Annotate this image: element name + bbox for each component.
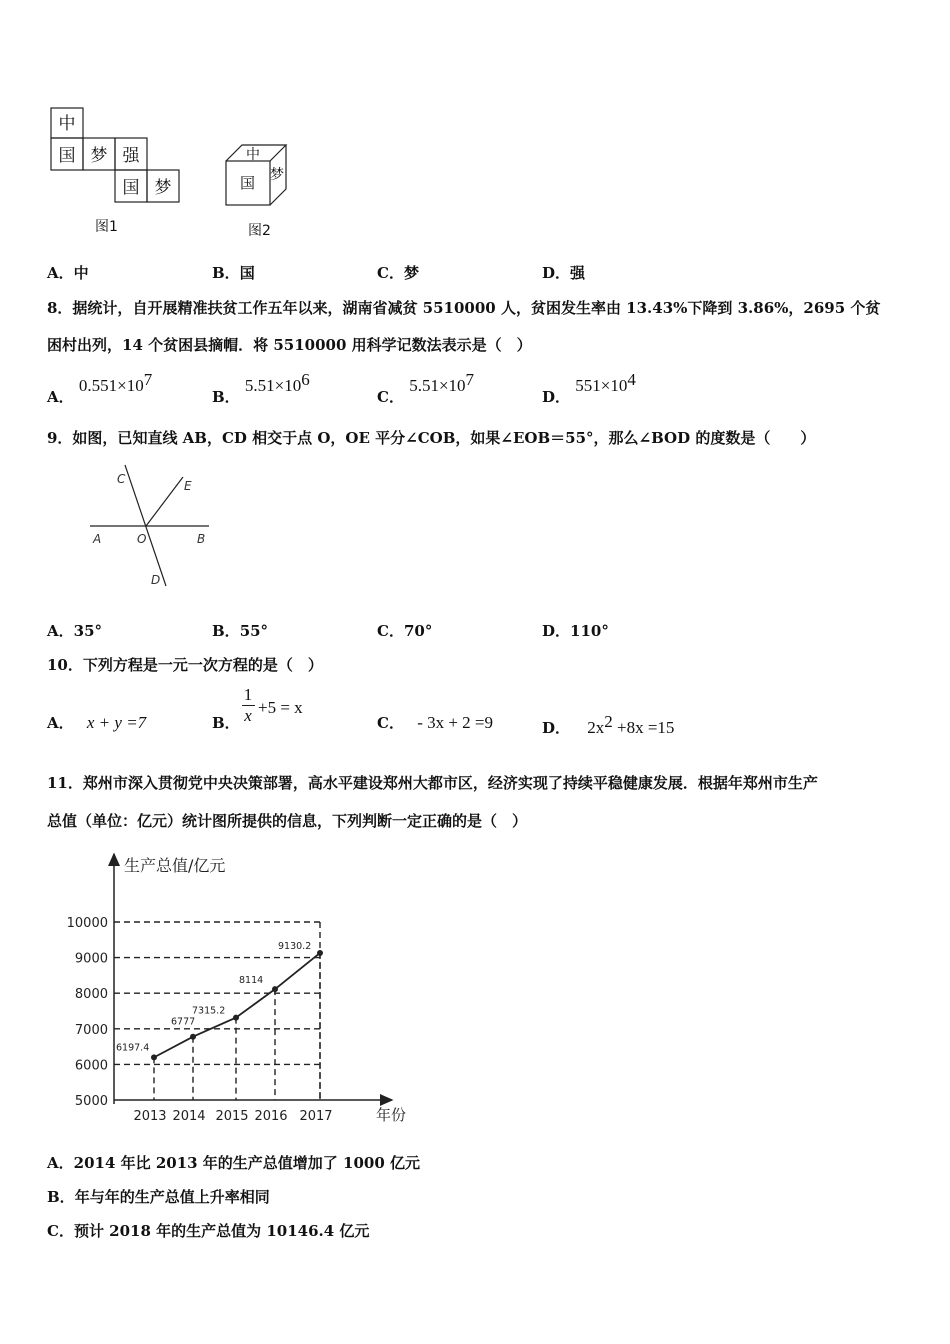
q9-label-c: C [117,472,126,486]
x-tick-2017: 2017 [299,1109,333,1124]
q8-option-d[interactable]: D． $551\times 10^4$ [542,370,636,406]
q9-label-o: O [137,532,147,546]
data-label-2014: 6777 [171,1016,196,1028]
x-tick-2016: 2016 [254,1109,288,1124]
x-axis-label: 年份 [376,1106,407,1124]
q8-stem-line2: 困村出列，14 个贫困县摘帽．将 5510000 用科学记数法表示是（ ） [47,336,532,354]
y-tick-10000: 10000 [66,916,108,931]
q9-label-d: D [151,573,161,587]
x-tick-2013: 2013 [133,1109,167,1124]
fig1-cell-4: 强 [122,146,140,166]
q7-option-c[interactable]: C．梦 [377,264,419,282]
fig2-front: 国 [240,174,256,192]
y-axis-label: 生产总值/亿元 [124,856,226,875]
q11-option-b[interactable]: B．年与年的生产总值上升率相同 [47,1188,270,1206]
q10-stem: 10．下列方程是一元一次方程的是（ ） [47,656,323,674]
y-tick-6000: 6000 [74,1058,108,1074]
q8-stem-line1: 8．据统计，自开展精准扶贫工作五年以来，湖南省减贫 5510000 人，贫困发生率由 13.43%下降到 3.86%，2695 个贫 [47,299,881,317]
fig1-caption: 图1 [95,219,118,235]
q9-option-a[interactable]: A．35° [47,622,103,640]
y-tick-7000: 7000 [74,1022,108,1038]
data-label-2016: 8114 [239,975,264,987]
q8-option-c[interactable]: C． $5.51\times 10^7$ [377,370,475,406]
x-tick-2014: 2014 [172,1109,206,1124]
data-label-2013: 6197.4 [116,1042,150,1054]
q10-option-d[interactable]: D． $2x^2 +8x =15$ [542,712,675,737]
q10-b-rest: +5 = x [258,698,303,717]
fig1-cell-1: 中 [58,114,76,134]
data-point-2014 [190,1034,196,1040]
q10-option-b[interactable]: B． [212,714,240,732]
q9-option-c[interactable]: C．70° [377,622,433,640]
q7-figure-1 [45,100,195,240]
x-tick-2015: 2015 [215,1109,249,1124]
q7-option-d[interactable]: D．强 [542,264,586,282]
data-point-2017 [317,950,323,956]
q7-figure-2 [220,135,300,245]
q9-figure [85,460,220,590]
fig1-cell-5: 国 [122,178,140,198]
q7-option-a[interactable]: A．中 [47,264,89,282]
q9-option-d[interactable]: D．110° [542,622,609,640]
q7-option-b[interactable]: B．国 [212,264,255,282]
y-tick-5000: 5000 [74,1094,108,1109]
q8-option-a[interactable]: A． $0.551\times 10^7$ [47,370,153,406]
data-point-2015 [233,1015,239,1021]
data-label-2015: 7315.2 [192,1005,226,1017]
fig1-cell-6: 梦 [154,178,172,198]
q10-option-a[interactable]: A． x + y =7 [47,713,147,732]
q11-stem-line1: 11．郑州市深入贯彻党中央决策部署，高水平建设郑州大都市区，经济实现了持续平稳健康发展．根据年郑州市生产 [47,774,818,792]
q9-label-e: E [184,479,192,493]
q11-stem-line2: 总值（单位：亿元）统计图所提供的信息，下列判断一定正确的是（ ） [47,812,528,830]
q9-label-a: A [93,532,102,546]
fig2-caption: 图2 [248,223,271,239]
q8-option-b[interactable]: B． $5.51\times 10^6$ [212,370,310,406]
series-line [154,953,320,1057]
q9-label-b: B [197,532,206,546]
q10-b-fraction: 1 x [241,686,255,726]
data-label-2017: 9130.2 [278,940,312,952]
q11-option-c[interactable]: C．预计 2018 年的生产总值为 10146.4 亿元 [47,1222,370,1240]
data-point-2013 [151,1054,157,1060]
y-tick-8000: 8000 [74,987,108,1003]
fig2-top: 中 [246,147,260,163]
fig1-cell-2: 国 [58,146,76,166]
fig2-side: 梦 [270,167,284,183]
q9-stem: 9．如图，已知直线 AB，CD 相交于点 O，OE 平分∠COB，如果∠EOB＝55°，那么∠BOD 的度数是（ ） [47,429,816,447]
gdp-line-chart [40,842,430,1134]
fig1-cell-3: 梦 [90,146,108,166]
q10-option-c[interactable]: C． - 3x + 2 =9 [377,713,494,732]
q11-option-a[interactable]: A．2014 年比 2013 年的生产总值增加了 1000 亿元 [47,1154,420,1172]
data-point-2016 [272,986,278,992]
q9-option-b[interactable]: B．55° [212,622,269,640]
y-tick-9000: 9000 [74,951,108,967]
